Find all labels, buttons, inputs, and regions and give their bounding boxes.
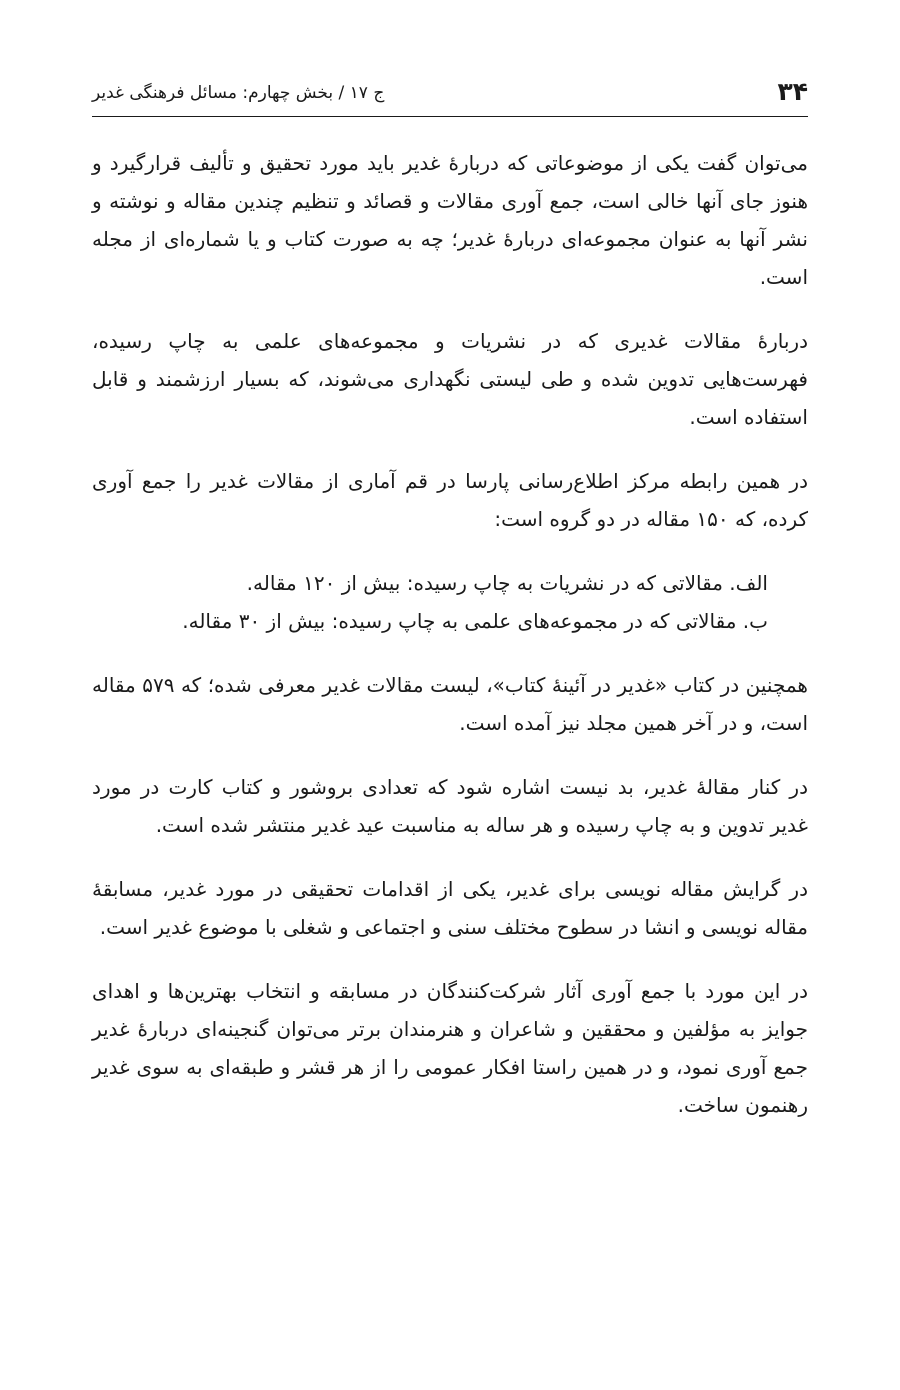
paragraph: در گرایش مقاله نویسی برای غدیر، یکی از اقدامات تحقیقی در مورد غدیر، مسابقهٔ مقاله نویسی و انشا در سطوح مختلف سنی و اجتماعی و شغلی با موضوع غدیر است. <box>92 877 808 939</box>
paragraph: همچنین در کتاب «غدیر در آئینهٔ کتاب»، لیست مقالات غدیر معرفی شده؛ که ۵۷۹ مقاله است، و در آخر همین مجلد نیز آمده است. <box>92 673 808 735</box>
running-title: ج ۱۷ / بخش چهارم: مسائل فرهنگی غدیر <box>92 83 385 103</box>
page-header <box>92 72 808 117</box>
paragraph: می‌توان گفت یکی از موضوعاتی که دربارهٔ غدیر باید مورد تحقیق و تألیف قرارگیرد و هنوز جای آنها خالی است، جمع آوری مقالات و قصائد و تنظیم چندین مقاله و نوشته و نشر آنها به عنوان مجموعه‌ای دربارهٔ غدیر؛ چه به صورت کتاب و یا شماره‌ای از مجله است. <box>92 151 808 289</box>
list-item: ب. مقالاتی که در مجموعه‌های علمی به چاپ رسیده: بیش از ۳۰ مقاله. <box>182 609 768 633</box>
paragraph: دربارهٔ مقالات غدیری که در نشریات و مجموعه‌های علمی به چاپ رسیده، فهرست‌هایی تدوین شده و طی لیستی نگهداری می‌شوند، که بسیار ارزشمند و قابل استفاده است. <box>92 329 808 429</box>
paragraph: در کنار مقالهٔ غدیر، بد نیست اشاره شود که تعدادی بروشور و کتاب کارت در مورد غدیر تدوین و به چاپ رسیده و هر ساله به مناسبت عید غدیر منتشر شده است. <box>92 775 808 837</box>
paragraph: در همین رابطه مرکز اطلاع‌رسانی پارسا در قم آماری از مقالات غدیر را جمع آوری کرده، که ۱۵۰ مقاله در دو گروه است: <box>92 469 808 531</box>
page-body <box>92 144 808 1150</box>
paragraph: در این مورد با جمع آوری آثار شرکت‌کنندگان در مسابقه و انتخاب بهترین‌ها و اهدای جوایز به مؤلفین و محققین و شاعران و هنرمندان برتر می‌توان گنجینه‌ای دربارهٔ غدیر جمع آوری نمود، و در همین راستا افکار عمومی را از هر قشر و طبقه‌ای به سوی غدیر رهنمون ساخت. <box>92 979 808 1117</box>
list-item: الف. مقالاتی که در نشریات به چاپ رسیده: بیش از ۱۲۰ مقاله. <box>246 571 768 595</box>
page-number: ۳۴ <box>777 77 808 106</box>
